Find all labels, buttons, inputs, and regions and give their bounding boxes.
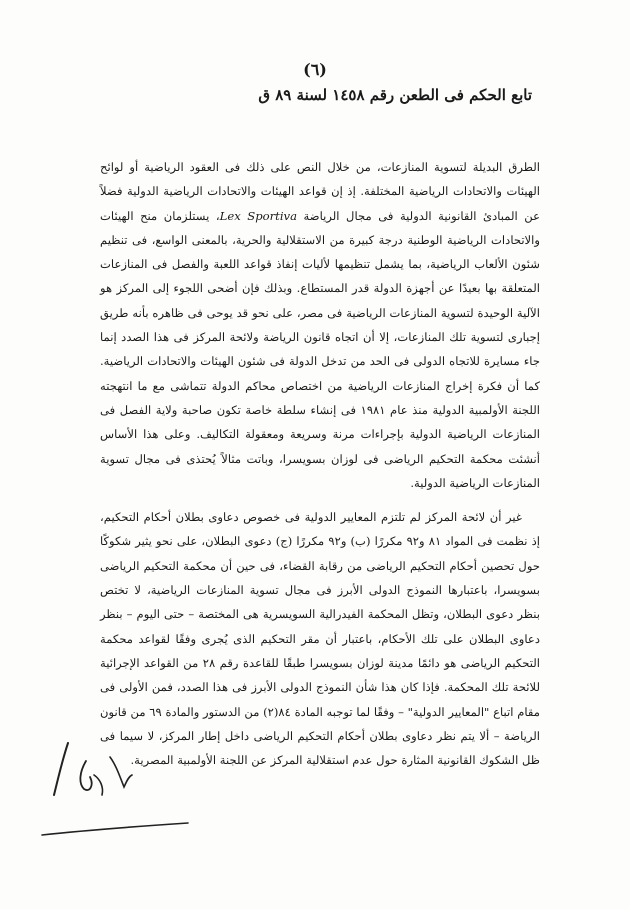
paragraph-text-part: الطرق البديلة لتسوية المنازعات، من خلال النص على ذلك فى العقود الرياضية أو لوائح الهيئات والاتحادات الرياضية المختلفة. إذ إن قواعد الهيئات والاتحادات الرياضية الدولية فضلاً عن المبادئ القانونية الدولية فى مجال الرياضة — [100, 160, 541, 223]
paragraph-annulment-actions: غير أن لائحة المركز لم تلتزم المعايير الدولية فى خصوص دعاوى بطلان أحكام التحكيم، إذ نظمت فى المواد ٨١ و٩٢ مكررًا (ب) و٩٢ مكررًا (ج) دعوى البطلان، على نحو يثير شكوكًا حول تحصين أحكام التحكيم الرياضى من رقابة القضاء، فى حين أن محكمة التحكيم الرياضى بسويسرا، باعتبارها النموذج الدولى الأبرز فى مجال تسوية المنازعات الرياضية، لا تختص بنظر دعوى البطلان، وتظل المحكمة الفيدرالية السويسرية هى المختصة – حتى اليوم – بنظر دعاوى البطلان على تلك الأحكام، باعتبار أن مقر التحكيم الذى يُجرى وفقًا لقواعد محكمة التحكيم الرياضى هو دائمًا مدينة لوزان بسويسرا طبقًا للقاعدة رقم ٢٨ من القواعد الإجرائية للائحة تلك المحكمة. فإذا كان هذا شأن النموذج الدولى الأبرز فى هذا الصدد، فمن الأولى فى مقام اتباع "المعايير الدولية" – وفقًا لما توجبه المادة ٨٤(٢) من الدستور والمادة ٦٩ من قانون الرياضة – ألا يتم نظر دعاوى بطلان أحكام التحكيم الرياضى داخل إطار المركز، لا سيما فى ظل الشكوك القانونية المثارة حول عدم استقلالية المركز عن اللجنة الأولمبية المصرية. — [100, 510, 540, 768]
paragraph-alternative-dispute-resolution — [100, 155, 540, 495]
judgment-header-title: تابع الحكم فى الطعن رقم ١٤٥٨ لسنة ٨٩ ق — [258, 86, 532, 104]
lex-sportiva-term: Lex Sportiva — [219, 208, 297, 223]
handwritten-signature — [28, 735, 198, 840]
judgment-body — [100, 155, 540, 772]
paragraph-text-part: ، يستلزمان منح الهيئات والاتحادات الرياضية الوطنية درجة كبيرة من الاستقلالية والحرية، بالمعنى الواسع، فى تنظيم شئون الألعاب الرياضية، بما يشمل تنظيمها لأليات إنفاذ قواعد اللعبة والفصل فى المنازعات المتعلقة بها بعيدًا عن أجهزة الدولة قدر المستطاع. وبذلك فإن أضحى اللجوء إلى المركز هو الآلية الوحيدة لتسوية المنازعات الرياضية فى مصر، على نحو قد يوحى فى ظاهره بأنه طريق إجبارى لتسوية تلك المنازعات، إلا أن اتجاه قانون الرياضة ولائحة المركز فى هذا الصدد إنما جاء مسايرة للاتجاه الدولى فى الحد من تدخل الدولة فى شئون الهيئات والاتحادات الرياضية. كما أن فكرة إخراج المنازعات الرياضية من اختصاص محاكم الدولة تتماشى مع ما انتهجته اللجنة الأولمبية الدولية منذ عام ١٩٨١ فى إنشاء سلطة خاصة تكون صاحبة ولاية الفصل فى المنازعات الرياضية الدولية بإجراءات مرنة وسريعة ومعقولة التكاليف. وعلى هذا الأساس أنشئت محكمة التحكيم الرياضى فى لوزان بسويسرا، وباتت مثالاً يُحتذى فى مجال تسوية المنازعات الرياضية الدولية. — [100, 208, 540, 490]
page-number: (٦) — [303, 60, 327, 79]
